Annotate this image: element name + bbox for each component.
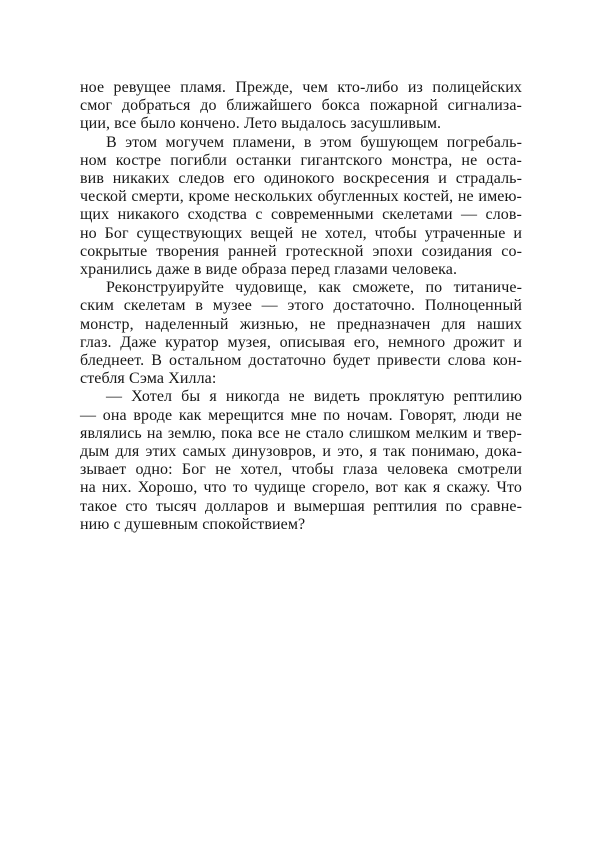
text-line: но Бог существующих вещей не хотел, чтобы утраченные и: [80, 224, 522, 242]
text-line: ским скелетам в музее — этого достаточно. Полноценный: [80, 297, 522, 315]
text-line: нию с душевным спокойствием?: [80, 515, 306, 533]
text-line: монстр, наделенный жизнью, не предназначен для наших: [80, 315, 522, 333]
text-line: — Хотел бы я никогда не видеть проклятую рептилию: [106, 388, 522, 406]
paragraph: [80, 388, 522, 534]
text-line: бледнеет. В остальном достаточно будет привести слова кон-: [80, 352, 522, 370]
text-line: щих никакого сходства с современными скелетами — слов-: [80, 206, 522, 224]
text-line: В этом могучем пламени, в этом бушующем погребаль-: [106, 133, 522, 151]
text-line: хранились даже в виде образа перед глазами человека.: [80, 261, 458, 279]
text-line: ции, все было кончено. Лето выдалось засушливым.: [80, 115, 442, 133]
text-line: ном костре погибли останки гигантского монстра, не оста-: [80, 151, 522, 169]
text-line: — она вроде как мерещится мне по ночам. Говорят, люди не: [80, 406, 522, 424]
paragraph: [80, 279, 522, 388]
text-line: ное ревущее пламя. Прежде, чем кто-либо из полицейских: [80, 79, 522, 96]
page-text-block: [80, 79, 522, 534]
text-line: дым для этих самых динузовров, и это, я так понимаю, дока-: [80, 443, 522, 461]
text-line: такое сто тысяч долларов и вымершая рептилия по сравне-: [80, 497, 522, 515]
text-line: являлись на землю, пока все не стало слишком мелким и твер-: [80, 424, 522, 442]
paragraph: [80, 134, 522, 280]
text-line: смог добраться до ближайшего бокса пожарной сигнализа-: [80, 97, 522, 115]
paragraph: [80, 79, 522, 134]
text-line: стебля Сэма Хилла:: [80, 370, 217, 388]
text-line: зывает одно: Бог не хотел, чтобы глаза человека смотрели: [80, 461, 522, 479]
text-line: ческой смерти, кроме нескольких обугленных костей, не имею-: [80, 188, 522, 206]
text-line: Реконструируйте чудовище, как сможете, по титаниче-: [106, 279, 522, 297]
text-line: вив никаких следов его одинокого воскресения и страдаль-: [80, 170, 522, 188]
text-line: глаз. Даже куратор музея, описывая его, немного дрожит и: [80, 333, 522, 351]
text-line: сокрытые творения ранней гротескной эпохи созидания со-: [80, 242, 522, 260]
text-line: на них. Хорошо, что то чудище сгорело, вот как я скажу. Что: [80, 479, 522, 497]
